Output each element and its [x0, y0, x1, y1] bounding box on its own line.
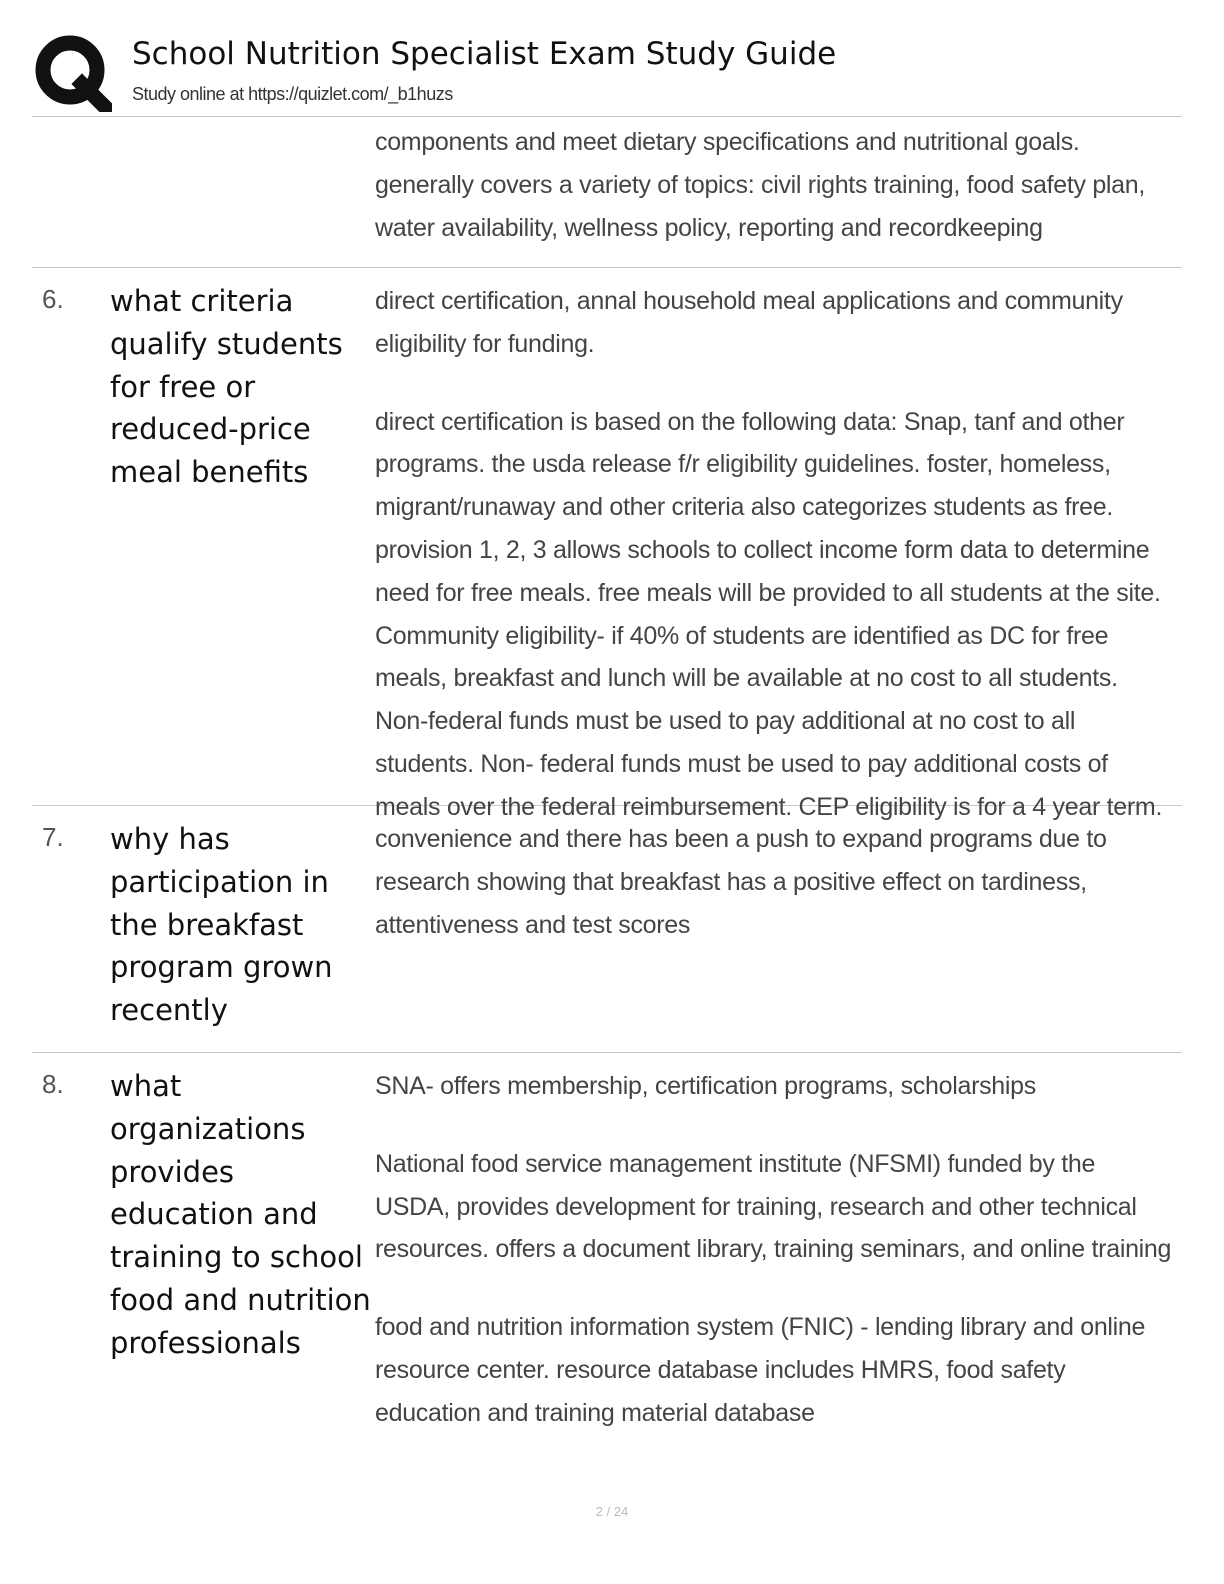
card-term: why has participation in the breakfast program grown recently — [110, 822, 333, 1028]
definition-paragraph: convenience and there has been a push to expand programs due to research showing that breakfast has a positive effect on tardiness, attentiveness and test scores — [375, 825, 1107, 939]
flashcard-row — [32, 1053, 1182, 1453]
card-term: what criteria qualify students for free or reduced-price meal benefits — [110, 284, 343, 490]
card-number: 8. — [42, 1069, 64, 1099]
card-definition — [375, 280, 1175, 829]
card-definition — [375, 818, 1175, 946]
study-online-link[interactable]: Study online at https://quizlet.com/_b1huzs — [132, 84, 453, 104]
page-title: School Nutrition Specialist Exam Study Guide — [132, 36, 837, 72]
card-definition — [375, 1065, 1175, 1435]
flashcard-row — [32, 268, 1182, 821]
definition-paragraph: components and meet dietary specifications and nutritional goals. generally covers a variety of topics: civil rights training, food safety plan, water availability, wellness policy, reporting and recordkeeping — [375, 128, 1146, 242]
definition-paragraph: direct certification, annal household meal applications and community eligibility for funding. — [375, 287, 1123, 358]
card-number: 6. — [42, 284, 64, 314]
definition-paragraph: SNA- offers membership, certification programs, scholarships — [375, 1072, 1036, 1100]
definition-paragraph: food and nutrition information system (FNIC) - lending library and online resource center. resource database includes HMRS, food safety education and training material database — [375, 1313, 1146, 1427]
card-definition — [375, 121, 1175, 249]
page-number: 2 / 24 — [595, 1504, 629, 1519]
card-number: 7. — [42, 822, 64, 852]
definition-paragraph: direct certification is based on the following data: Snap, tanf and other programs. the usda release f/r eligibility guidelines. foster, homeless, migrant/runaway and other criteria also categorizes students as free. provision 1, 2, 3 allows schools to collect income form data to determine need for free meals. free meals will be provided to all students at the site. Community eligibility- if 40% of students are identified as DC for free meals, breakfast and lunch will be available at no cost to all students. Non-federal funds must be used to pay additional at no cost to all students. Non- federal funds must be used to pay additional costs of meals over the federal reimbursement. CEP eligibility is for a 4 year term. — [375, 407, 1163, 821]
quizlet-logo-icon — [32, 32, 112, 112]
card-term: what organizations provides education and training to school food and nutrition professionals — [110, 1069, 371, 1360]
definition-paragraph: National food service management institute (NFSMI) funded by the USDA, provides development for training, research and other technical resources. offers a document library, training seminars, and online training — [375, 1149, 1172, 1264]
flashcard-row — [32, 806, 1182, 1053]
page-header — [32, 30, 1182, 116]
card-continuation — [32, 117, 1182, 268]
